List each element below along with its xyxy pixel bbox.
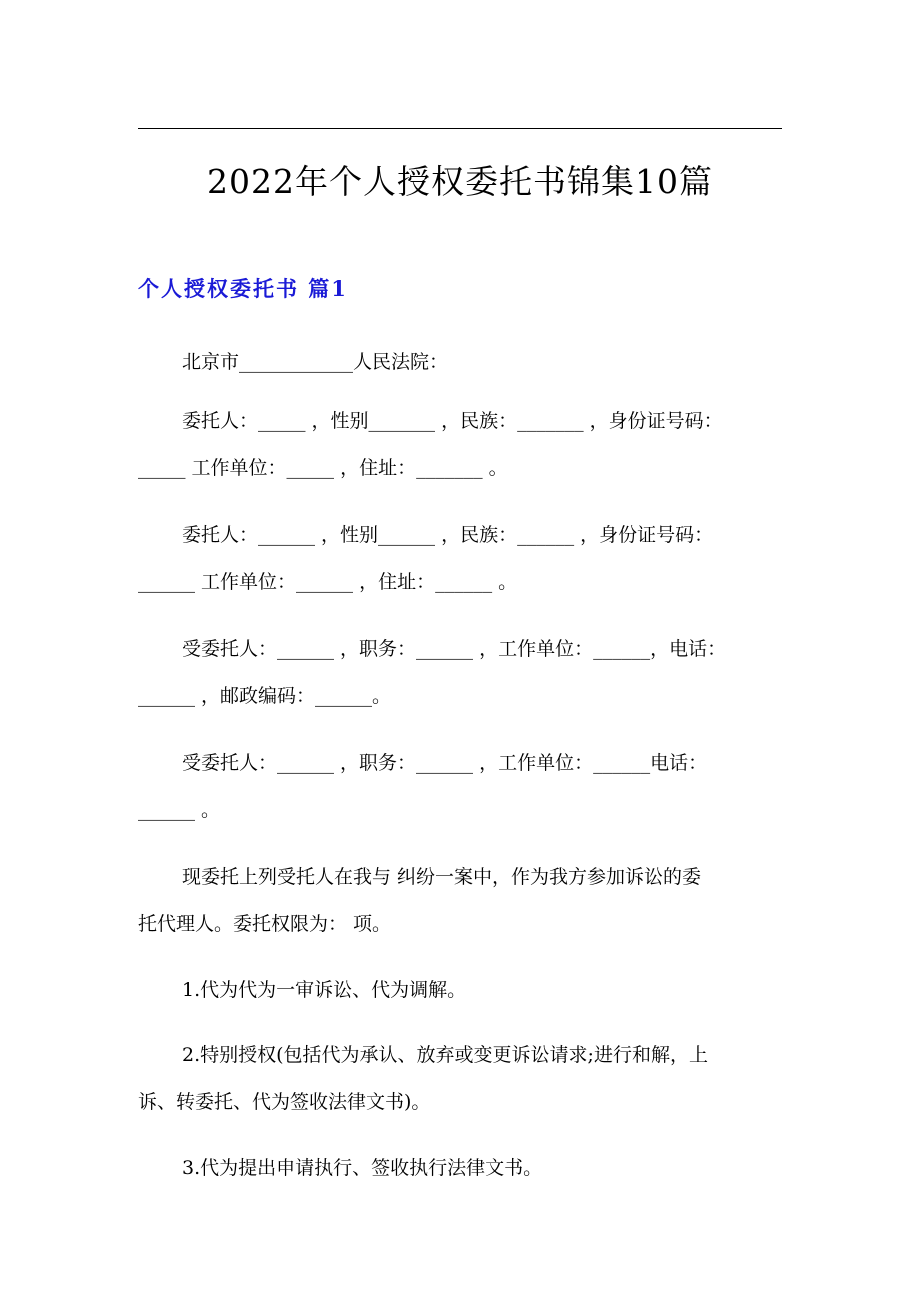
paragraph-agent-2 <box>138 740 788 834</box>
paragraph-line: 受委托人：______ ，职务：______ ，工作单位：______，电话： <box>182 638 727 660</box>
paragraph-principal-1 <box>138 398 788 492</box>
paragraph-line: ______ 。 <box>138 799 221 821</box>
paragraph-item-3 <box>138 1145 788 1192</box>
paragraph-line: 现委托上列受托人在我与 纠纷一案中，作为我方参加诉讼的委 <box>182 866 702 888</box>
paragraph-entrustment <box>138 854 788 948</box>
paragraph-line: 1.代为代为一审诉讼、代为调解。 <box>182 979 467 1001</box>
paragraph-item-2 <box>138 1032 788 1126</box>
paragraph-line: 委托人：______ ，性别______ ，民族：______ ，身份证号码： <box>182 524 714 546</box>
paragraph-court <box>138 339 788 386</box>
paragraph-line: 受委托人：______ ，职务：______ ，工作单位：______电话： <box>182 752 708 774</box>
paragraph-line: 北京市____________人民法院： <box>182 351 449 373</box>
paragraph-agent-1 <box>138 626 788 720</box>
paragraph-line: _____ 工作单位：_____ ，住址：_______ 。 <box>138 457 508 479</box>
paragraph-line: 2.特别授权(包括代为承认、放弃或变更诉讼请求;进行和解，上 <box>182 1044 708 1066</box>
top-rule <box>138 128 782 129</box>
section-heading: 个人授权委托书 篇1 <box>138 276 348 301</box>
paragraph-line: ______ 工作单位：______ ，住址：______ 。 <box>138 571 518 593</box>
paragraph-principal-2 <box>138 512 788 606</box>
paragraph-line: 诉、转委托、代为签收法律文书)。 <box>138 1091 431 1113</box>
document-title: 2022年个人授权委托书锦集10篇 <box>207 162 713 201</box>
paragraph-line: ______ ，邮政编码：______。 <box>138 685 392 707</box>
paragraph-item-1 <box>138 967 788 1014</box>
paragraph-line: 委托人：_____ ，性别_______ ，民族：_______ ，身份证号码： <box>182 410 723 432</box>
paragraph-line: 托代理人。委托权限为： 项。 <box>138 913 392 935</box>
paragraph-line: 3.代为提出申请执行、签收执行法律文书。 <box>182 1157 543 1179</box>
